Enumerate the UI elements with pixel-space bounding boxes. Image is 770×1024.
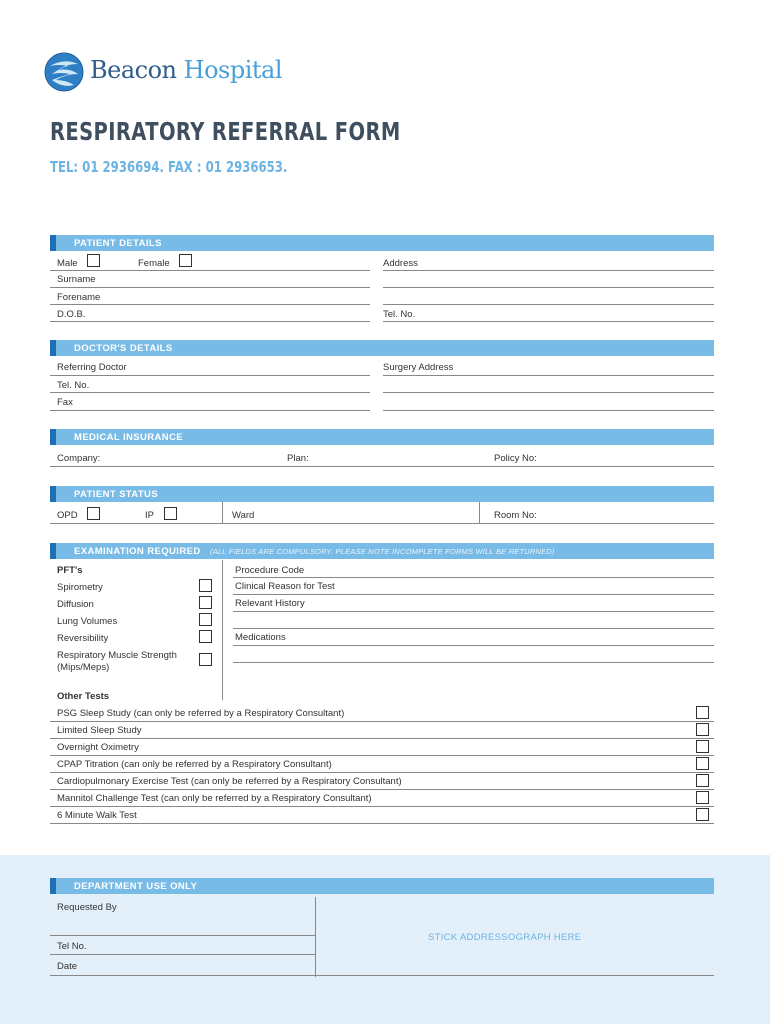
dob-label: D.O.B. <box>57 309 86 320</box>
surgery-address-field-line-2[interactable] <box>383 392 714 393</box>
address-label: Address <box>383 258 418 269</box>
other-test-walk-label: 6 Minute Walk Test <box>57 810 137 821</box>
dept-date-label: Date <box>57 961 78 972</box>
other-test-cpap-label: CPAP Titration (can only be referred by a Respiratory Consultant) <box>57 759 332 770</box>
medications-field[interactable] <box>233 645 714 646</box>
status-field-line[interactable] <box>50 523 714 524</box>
male-checkbox[interactable] <box>87 254 100 267</box>
dept-tel-label: Tel No. <box>57 941 87 952</box>
other-test-psg-label: PSG Sleep Study (can only be referred by a Respiratory Consultant) <box>57 708 345 719</box>
dept-tel-field[interactable] <box>50 954 315 955</box>
ip-checkbox[interactable] <box>164 507 177 520</box>
address-field-line-3[interactable] <box>383 304 714 305</box>
pft-spirometry-label: Spirometry <box>57 582 103 593</box>
section-header-patient-status: PATIENT STATUS <box>50 486 714 502</box>
section-header-department: DEPARTMENT USE ONLY <box>50 878 714 894</box>
addressograph-placeholder: STICK ADDRESSOGRAPH HERE <box>428 932 582 943</box>
female-label: Female <box>138 258 170 269</box>
limited-sleep-checkbox[interactable] <box>696 723 709 736</box>
dob-field[interactable] <box>50 321 370 322</box>
medications-label: Medications <box>235 632 286 643</box>
surgery-address-label: Surgery Address <box>383 362 454 373</box>
contact-line: TEL: 01 2936694. FAX : 01 2936653. <box>50 158 288 176</box>
patient-tel-label: Tel. No. <box>383 309 416 320</box>
other-test-limited-sleep-label: Limited Sleep Study <box>57 725 142 736</box>
other-test-cpet-label: Cardiopulmonary Exercise Test (can only be referred by a Respiratory Consultant) <box>57 776 402 787</box>
fax-field[interactable] <box>50 410 370 411</box>
rms-label-line-1: Respiratory Muscle Strength <box>57 650 177 661</box>
referring-doctor-field[interactable] <box>50 375 370 376</box>
insurance-field-line[interactable] <box>50 466 714 467</box>
logo-wordmark: Beacon Hospital <box>90 56 283 84</box>
clinical-reason-field[interactable] <box>233 594 714 595</box>
reversibility-checkbox[interactable] <box>199 630 212 643</box>
other-test-mannitol-label: Mannitol Challenge Test (can only be referred by a Respiratory Consultant) <box>57 793 372 804</box>
male-label: Male <box>57 258 78 269</box>
pft-lung-volumes-label: Lung Volumes <box>57 616 118 627</box>
surgery-address-field[interactable] <box>383 375 714 376</box>
address-field-line-2[interactable] <box>383 287 714 288</box>
fax-label: Fax <box>57 397 73 408</box>
plan-label: Plan: <box>287 453 309 464</box>
section-header-medical-insurance: MEDICAL INSURANCE <box>50 429 714 445</box>
section-header-examination: EXAMINATION REQUIRED (ALL FIELDS ARE COMPULSORY. PLEASE NOTE INCOMPLETE FORMS WILL BE RETURNED) <box>50 543 714 559</box>
spirometry-checkbox[interactable] <box>199 579 212 592</box>
psg-checkbox[interactable] <box>696 706 709 719</box>
doctor-tel-field[interactable] <box>50 392 370 393</box>
relevant-history-field-line-2[interactable] <box>233 628 714 629</box>
doctor-tel-label: Tel. No. <box>57 380 90 391</box>
other-test-oximetry-label: Overnight Oximetry <box>57 742 139 753</box>
oximetry-checkbox[interactable] <box>696 740 709 753</box>
section-header-patient-details: PATIENT DETAILS <box>50 235 714 251</box>
relevant-history-field[interactable] <box>233 611 714 612</box>
forename-field[interactable] <box>50 304 370 305</box>
female-checkbox[interactable] <box>179 254 192 267</box>
dept-date-field[interactable] <box>50 975 714 976</box>
relevant-history-label: Relevant History <box>235 598 305 609</box>
referring-doctor-label: Referring Doctor <box>57 362 127 373</box>
procedure-code-field[interactable] <box>233 577 714 578</box>
forename-label: Forename <box>57 292 101 303</box>
requested-by-label: Requested By <box>57 902 117 913</box>
company-label: Company: <box>57 453 101 464</box>
lung-volumes-checkbox[interactable] <box>199 613 212 626</box>
form-title: RESPIRATORY REFERRAL FORM <box>50 117 401 146</box>
hospital-logo <box>44 52 304 92</box>
surname-label: Surname <box>57 274 96 285</box>
requested-by-field[interactable] <box>50 935 315 936</box>
diffusion-checkbox[interactable] <box>199 596 212 609</box>
patient-tel-field[interactable] <box>383 321 714 322</box>
ward-label: Ward <box>232 510 255 521</box>
clinical-reason-label: Clinical Reason for Test <box>235 581 335 592</box>
surgery-address-field-line-3[interactable] <box>383 410 714 411</box>
ip-label: IP <box>145 510 154 521</box>
other-tests-heading: Other Tests <box>57 691 110 702</box>
policy-label: Policy No: <box>494 453 537 464</box>
rms-checkbox[interactable] <box>199 653 212 666</box>
section-header-doctor-details: DOCTOR'S DETAILS <box>50 340 714 356</box>
cpet-checkbox[interactable] <box>696 774 709 787</box>
surname-field[interactable] <box>50 287 370 288</box>
mannitol-checkbox[interactable] <box>696 791 709 804</box>
medications-field-line-2[interactable] <box>233 662 714 663</box>
walk-test-checkbox[interactable] <box>696 808 709 821</box>
opd-checkbox[interactable] <box>87 507 100 520</box>
rms-label-line-2: (Mips/Meps) <box>57 662 110 673</box>
beacon-globe-icon <box>44 52 84 92</box>
pft-diffusion-label: Diffusion <box>57 599 94 610</box>
opd-label: OPD <box>57 510 78 521</box>
procedure-code-label: Procedure Code <box>235 565 305 576</box>
room-label: Room No: <box>494 510 537 521</box>
cpap-checkbox[interactable] <box>696 757 709 770</box>
pfts-heading: PFT's <box>57 565 83 576</box>
examination-note: (ALL FIELDS ARE COMPULSORY. PLEASE NOTE INCOMPLETE FORMS WILL BE RETURNED) <box>210 547 555 556</box>
pft-reversibility-label: Reversibility <box>57 633 109 644</box>
